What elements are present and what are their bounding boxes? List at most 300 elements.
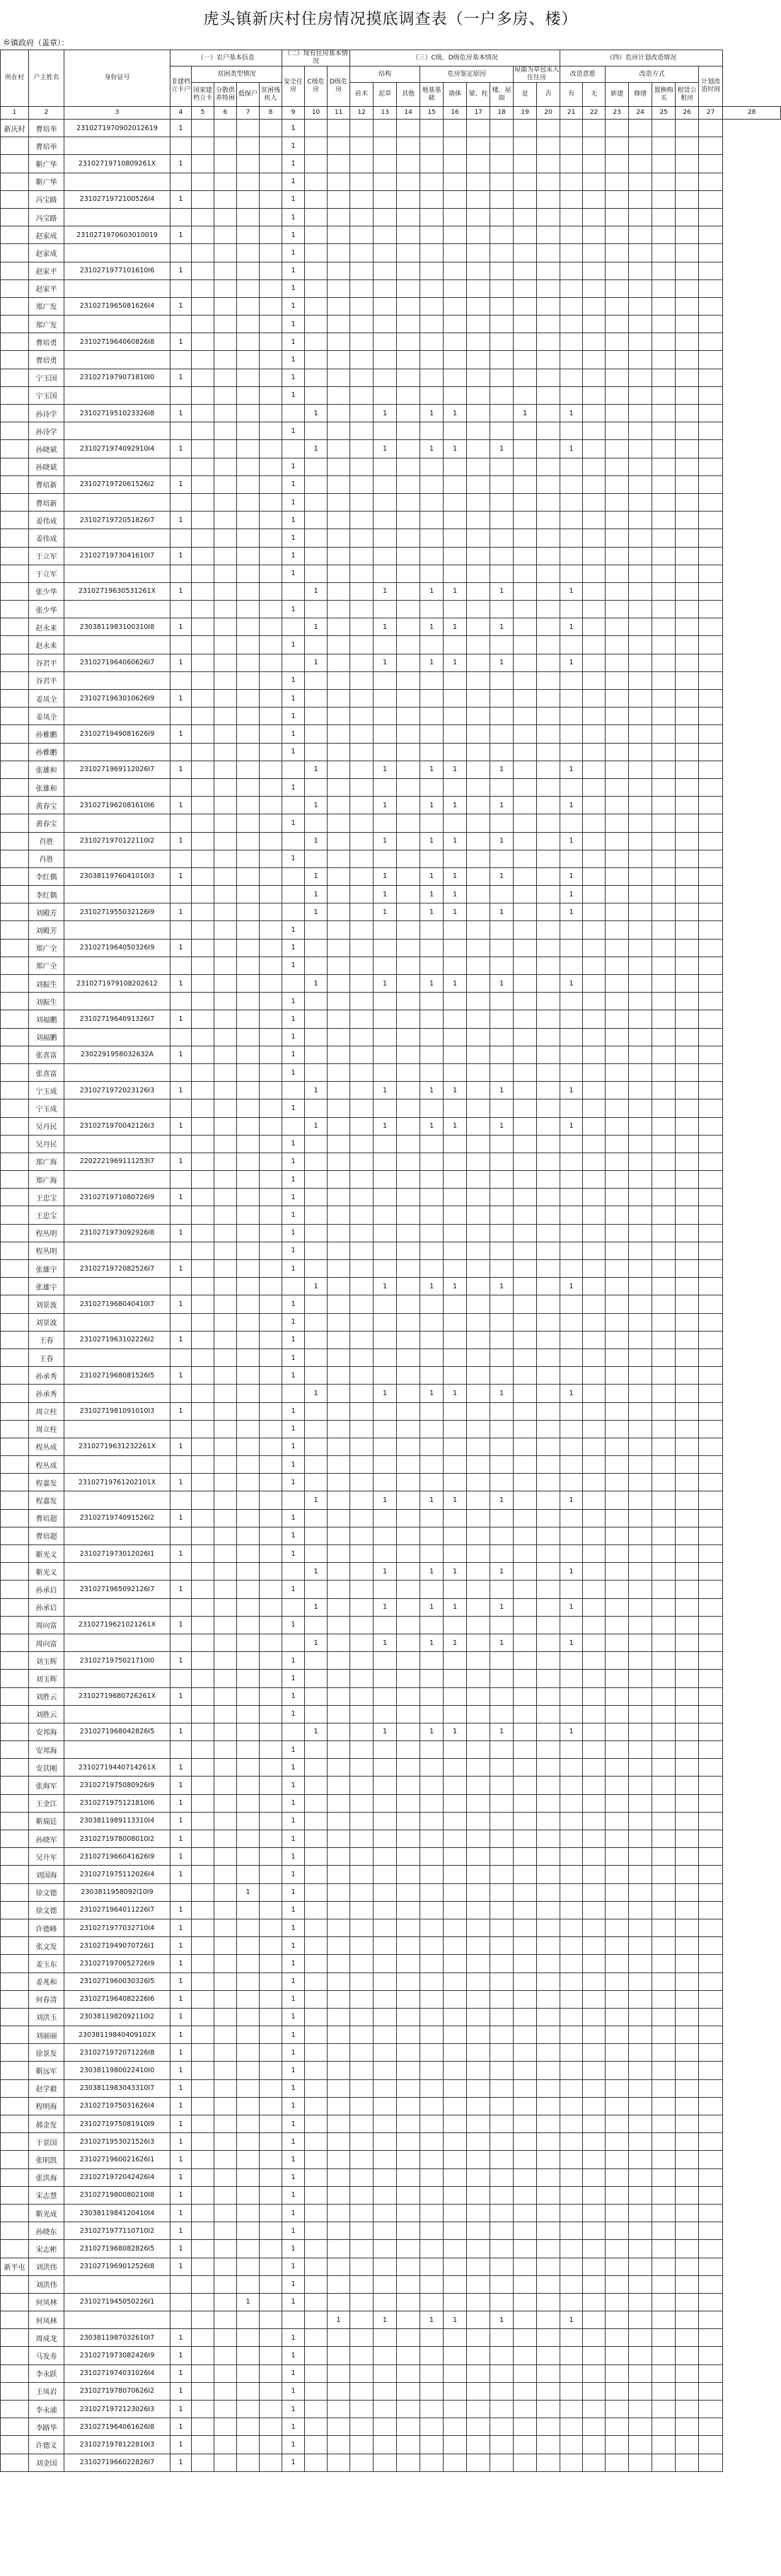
mark-cell (350, 1545, 374, 1563)
mark-cell (560, 529, 583, 547)
mark-cell (282, 867, 305, 885)
mark-cell (305, 2240, 328, 2258)
id-cell (64, 1420, 170, 1438)
mark-cell (467, 1687, 490, 1705)
mark-cell (260, 440, 282, 458)
mark-cell (328, 993, 350, 1010)
mark-cell (467, 725, 490, 743)
mark-cell (699, 1670, 723, 1687)
mark-cell (444, 778, 467, 796)
mark-cell (514, 921, 537, 939)
mark-cell (699, 1295, 723, 1313)
mark-cell (583, 173, 606, 190)
mark-cell (467, 529, 490, 547)
mark-cell (260, 208, 282, 226)
mark-cell (328, 1278, 350, 1295)
mark-cell (583, 137, 606, 155)
mark-cell (606, 1955, 629, 1973)
mark-cell (467, 2062, 490, 2079)
mark-cell (305, 850, 328, 867)
name-cell: 程丛明 (29, 1224, 64, 1242)
mark-cell (652, 2293, 676, 2311)
mark-cell (467, 1741, 490, 1759)
mark-cell (537, 262, 560, 279)
mark-cell (374, 1438, 397, 1455)
column-number: 17 (467, 107, 490, 120)
mark-cell (537, 1563, 560, 1581)
mark-cell (514, 975, 537, 993)
mark-cell (192, 1794, 214, 1812)
mark-cell: 1 (374, 2311, 397, 2329)
mark-cell (420, 778, 444, 796)
village-cell (1, 921, 29, 939)
mark-cell (606, 2293, 629, 2311)
village-cell (1, 1456, 29, 1474)
mark-cell (328, 1616, 350, 1634)
mark-cell: 1 (282, 1883, 305, 1901)
mark-cell (676, 921, 699, 939)
mark-cell (676, 1581, 699, 1598)
mark-cell (444, 190, 467, 208)
mark-cell (514, 1723, 537, 1740)
mark-cell (699, 1955, 723, 1973)
mark-cell (467, 993, 490, 1010)
name-cell: 刘胜云 (29, 1687, 64, 1705)
mark-cell (606, 1741, 629, 1759)
mark-cell: 1 (282, 1242, 305, 1259)
mark-cell (606, 316, 629, 333)
mark-cell (397, 832, 420, 850)
mark-cell (350, 1901, 374, 1919)
mark-cell (260, 725, 282, 743)
mark-cell (328, 1367, 350, 1385)
mark-cell (328, 1474, 350, 1491)
mark-cell (537, 2401, 560, 2418)
mark-cell (350, 1438, 374, 1455)
table-row (1, 2418, 781, 2436)
mark-cell (629, 886, 652, 903)
mark-cell (192, 886, 214, 903)
mark-cell (629, 921, 652, 939)
mark-cell (583, 512, 606, 529)
mark-cell (490, 2222, 514, 2240)
mark-cell (420, 262, 444, 279)
mark-cell (606, 2436, 629, 2454)
mark-cell (350, 1687, 374, 1705)
mark-cell (328, 262, 350, 279)
mark-cell (537, 671, 560, 689)
mark-cell (629, 547, 652, 565)
mark-cell (374, 1759, 397, 1777)
mark-cell (514, 1990, 537, 2008)
table-row (1, 2115, 781, 2133)
mark-cell (328, 975, 350, 993)
mark-cell (328, 939, 350, 957)
name-cell: 何凤林 (29, 2311, 64, 2329)
mark-cell (560, 2293, 583, 2311)
table-row (1, 316, 781, 333)
mark-cell (192, 1046, 214, 1063)
mark-cell (490, 1295, 514, 1313)
mark-cell (420, 1883, 444, 1901)
mark-cell (490, 297, 514, 315)
mark-cell (397, 1598, 420, 1616)
mark-cell: 1 (305, 1082, 328, 1099)
mark-cell (237, 1901, 260, 1919)
mark-cell: 1 (374, 1278, 397, 1295)
mark-cell (305, 1866, 328, 1883)
mark-cell (676, 529, 699, 547)
mark-cell (444, 1242, 467, 1259)
mark-cell (606, 386, 629, 404)
mark-cell: 1 (282, 2329, 305, 2347)
mark-cell (490, 2454, 514, 2471)
mark-cell (328, 2204, 350, 2222)
mark-cell (699, 2133, 723, 2151)
mark-cell (282, 1723, 305, 1740)
mark-cell (260, 1331, 282, 1348)
mark-cell (350, 1189, 374, 1206)
mark-cell (514, 778, 537, 796)
mark-cell: 1 (490, 440, 514, 458)
mark-cell (676, 2364, 699, 2382)
mark-cell (192, 1830, 214, 1848)
name-cell: 程丛明 (29, 1242, 64, 1259)
mark-cell (192, 1652, 214, 1670)
mark-cell (467, 1420, 490, 1438)
mark-cell (237, 939, 260, 957)
id-cell (64, 1741, 170, 1759)
id-cell: 2310271968081526I5 (64, 1367, 170, 1385)
mark-cell (514, 1082, 537, 1099)
mark-cell (444, 1652, 467, 1670)
mark-cell (514, 1937, 537, 1955)
mark-cell (467, 1224, 490, 1242)
mark-cell (583, 993, 606, 1010)
mark-cell (170, 707, 192, 725)
mark-cell: 1 (170, 2204, 192, 2222)
mark-cell (583, 850, 606, 867)
mark-cell (467, 2044, 490, 2062)
column-number: 1 (1, 107, 29, 120)
mark-cell (467, 814, 490, 832)
mark-cell (444, 1189, 467, 1206)
mark-cell (629, 1955, 652, 1973)
mark-cell (237, 1955, 260, 1973)
mark-cell (170, 1420, 192, 1438)
mark-cell (514, 1812, 537, 1830)
mark-cell (350, 1652, 374, 1670)
mark-cell (305, 2079, 328, 2097)
mark-cell (397, 155, 420, 173)
mark-cell (629, 1652, 652, 1670)
mark-cell (467, 2079, 490, 2097)
mark-cell: 1 (490, 797, 514, 814)
name-cell: 冯宝路 (29, 208, 64, 226)
mark-cell (560, 1438, 583, 1455)
mark-cell (537, 2079, 560, 2097)
id-cell: 2310271970042126I3 (64, 1117, 170, 1135)
mark-cell: 1 (305, 867, 328, 885)
mark-cell: 1 (170, 1919, 192, 1936)
mark-cell (444, 993, 467, 1010)
mark-cell (350, 2186, 374, 2204)
mark-cell (560, 351, 583, 369)
mark-cell (350, 1171, 374, 1189)
mark-cell (514, 1206, 537, 1224)
mark-cell (420, 1741, 444, 1759)
mark-cell (350, 2258, 374, 2275)
mark-cell (676, 2168, 699, 2186)
mark-cell (676, 493, 699, 511)
mark-cell (444, 1990, 467, 2008)
mark-cell (305, 1509, 328, 1527)
mark-cell (537, 1242, 560, 1259)
table-row (1, 2151, 781, 2168)
mark-cell: 1 (282, 1331, 305, 1348)
mark-cell (583, 814, 606, 832)
mark-cell (560, 2044, 583, 2062)
mark-cell (606, 797, 629, 814)
mark-cell (514, 2258, 537, 2275)
mark-cell (305, 1919, 328, 1936)
mark-cell: 1 (560, 582, 583, 600)
mark-cell (537, 297, 560, 315)
mark-cell (676, 190, 699, 208)
mark-cell: 1 (282, 1955, 305, 1973)
mark-cell (514, 743, 537, 761)
mark-cell (260, 1705, 282, 1723)
mark-cell (170, 814, 192, 832)
mark-cell: 1 (282, 1367, 305, 1385)
mark-cell (374, 1046, 397, 1063)
mark-cell (237, 565, 260, 582)
mark-cell (537, 886, 560, 903)
mark-cell (397, 565, 420, 582)
mark-cell (676, 1153, 699, 1170)
mark-cell (420, 2168, 444, 2186)
mark-cell (305, 2151, 328, 2168)
mark-cell (467, 1260, 490, 1278)
mark-cell (629, 1919, 652, 1936)
mark-cell (374, 1848, 397, 1866)
mark-cell (350, 582, 374, 600)
village-cell (1, 2347, 29, 2364)
village-cell (1, 529, 29, 547)
table-row (1, 761, 781, 778)
col-beam: 梁、柱 (467, 83, 490, 107)
village-cell (1, 957, 29, 974)
mark-cell (328, 1955, 350, 1973)
mark-cell (192, 1348, 214, 1366)
mark-cell: 1 (170, 405, 192, 422)
mark-cell (350, 369, 374, 386)
mark-cell (328, 1491, 350, 1509)
mark-cell (214, 1563, 237, 1581)
mark-cell (374, 1313, 397, 1331)
name-cell: 刘殿芳 (29, 921, 64, 939)
mark-cell (699, 2275, 723, 2293)
mark-cell (237, 814, 260, 832)
village-cell (1, 2275, 29, 2293)
mark-cell (652, 886, 676, 903)
mark-cell (467, 1189, 490, 1206)
mark-cell (514, 1759, 537, 1777)
mark-cell (583, 1171, 606, 1189)
mark-cell (237, 1652, 260, 1670)
mark-cell (490, 1367, 514, 1385)
mark-cell (699, 1063, 723, 1081)
mark-cell (699, 1028, 723, 1046)
mark-cell (305, 1759, 328, 1777)
mark-cell: 1 (170, 1777, 192, 1794)
mark-cell (328, 475, 350, 493)
mark-cell (192, 173, 214, 190)
mark-cell (444, 2151, 467, 2168)
mark-cell (328, 2418, 350, 2436)
mark-cell (699, 1848, 723, 1866)
mark-cell (560, 601, 583, 618)
mark-cell (328, 2329, 350, 2347)
mark-cell (583, 725, 606, 743)
mark-cell (305, 1295, 328, 1313)
mark-cell (214, 155, 237, 173)
mark-cell (606, 565, 629, 582)
mark-cell (537, 1206, 560, 1224)
mark-cell (192, 601, 214, 618)
mark-cell (676, 2329, 699, 2347)
mark-cell (397, 636, 420, 654)
mark-cell (305, 2382, 328, 2400)
mark-cell (420, 2115, 444, 2133)
mark-cell (629, 2436, 652, 2454)
table-row (1, 2311, 781, 2329)
mark-cell (629, 903, 652, 921)
mark-cell (260, 1063, 282, 1081)
id-cell: 2310271955032126I9 (64, 903, 170, 921)
mark-cell: 1 (420, 618, 444, 636)
mark-cell (583, 975, 606, 993)
mark-cell (537, 1010, 560, 1028)
mark-cell (652, 654, 676, 671)
mark-cell (305, 2275, 328, 2293)
mark-cell (350, 120, 374, 137)
mark-cell (652, 1010, 676, 1028)
name-cell: 宁玉成 (29, 1099, 64, 1117)
mark-cell (514, 120, 537, 137)
mark-cell (374, 993, 397, 1010)
mark-cell (560, 1652, 583, 1670)
id-cell (64, 1135, 170, 1153)
col-village: 所在村 (1, 50, 29, 107)
mark-cell (606, 957, 629, 974)
mark-cell (490, 155, 514, 173)
id-cell: 2310271973082426I9 (64, 2347, 170, 2364)
mark-cell (328, 369, 350, 386)
table-row (1, 493, 781, 511)
mark-cell (214, 1082, 237, 1099)
mark-cell (214, 1028, 237, 1046)
mark-cell (652, 814, 676, 832)
mark-cell (606, 1723, 629, 1740)
mark-cell (537, 1224, 560, 1242)
mark-cell (350, 386, 374, 404)
mark-cell (537, 440, 560, 458)
mark-cell: 1 (282, 137, 305, 155)
mark-cell (629, 2115, 652, 2133)
mark-cell (467, 832, 490, 850)
mark-cell (467, 601, 490, 618)
mark-cell (305, 386, 328, 404)
id-cell (64, 1527, 170, 1544)
table-row (1, 1010, 781, 1028)
mark-cell (606, 1794, 629, 1812)
mark-cell (237, 975, 260, 993)
mark-cell: 1 (420, 2311, 444, 2329)
group-housing: （二）现有住房基本情况 (282, 50, 350, 67)
id-cell: 2310271978122810I3 (64, 2436, 170, 2454)
mark-cell (420, 369, 444, 386)
mark-cell (260, 1028, 282, 1046)
mark-cell (583, 886, 606, 903)
mark-cell (490, 1919, 514, 1936)
mark-cell (560, 1474, 583, 1491)
mark-cell (537, 2293, 560, 2311)
mark-cell (260, 2418, 282, 2436)
mark-cell: 1 (170, 654, 192, 671)
mark-cell (629, 2044, 652, 2062)
village-cell (1, 2097, 29, 2115)
mark-cell: 1 (170, 2062, 192, 2079)
mark-cell (444, 1456, 467, 1474)
mark-cell (652, 1598, 676, 1616)
mark-cell (397, 1491, 420, 1509)
mark-cell (420, 1420, 444, 1438)
table-row (1, 1634, 781, 1651)
sub-struct: 结构 (350, 67, 420, 83)
mark-cell (420, 297, 444, 315)
mark-cell (652, 1367, 676, 1385)
village-cell (1, 832, 29, 850)
mark-cell (374, 2008, 397, 2026)
id-cell: 2310271964061626I8 (64, 2418, 170, 2436)
mark-cell (583, 1348, 606, 1366)
mark-cell (676, 797, 699, 814)
mark-cell (444, 422, 467, 440)
mark-cell (490, 939, 514, 957)
table-row (1, 279, 781, 297)
mark-cell (583, 333, 606, 351)
mark-cell (170, 2293, 192, 2311)
mark-cell (282, 886, 305, 903)
mark-cell (420, 351, 444, 369)
mark-cell: 1 (282, 707, 305, 725)
mark-cell (305, 1901, 328, 1919)
mark-cell (676, 1385, 699, 1402)
mark-cell (652, 1278, 676, 1295)
mark-cell (467, 1901, 490, 1919)
mark-cell (560, 1242, 583, 1259)
mark-cell (328, 2258, 350, 2275)
mark-cell (490, 778, 514, 796)
mark-cell (537, 1367, 560, 1385)
mark-cell (560, 1687, 583, 1705)
mark-cell: 1 (282, 369, 305, 386)
mark-cell (583, 440, 606, 458)
mark-cell (583, 226, 606, 244)
mark-cell: 1 (420, 582, 444, 600)
mark-cell (467, 1099, 490, 1117)
